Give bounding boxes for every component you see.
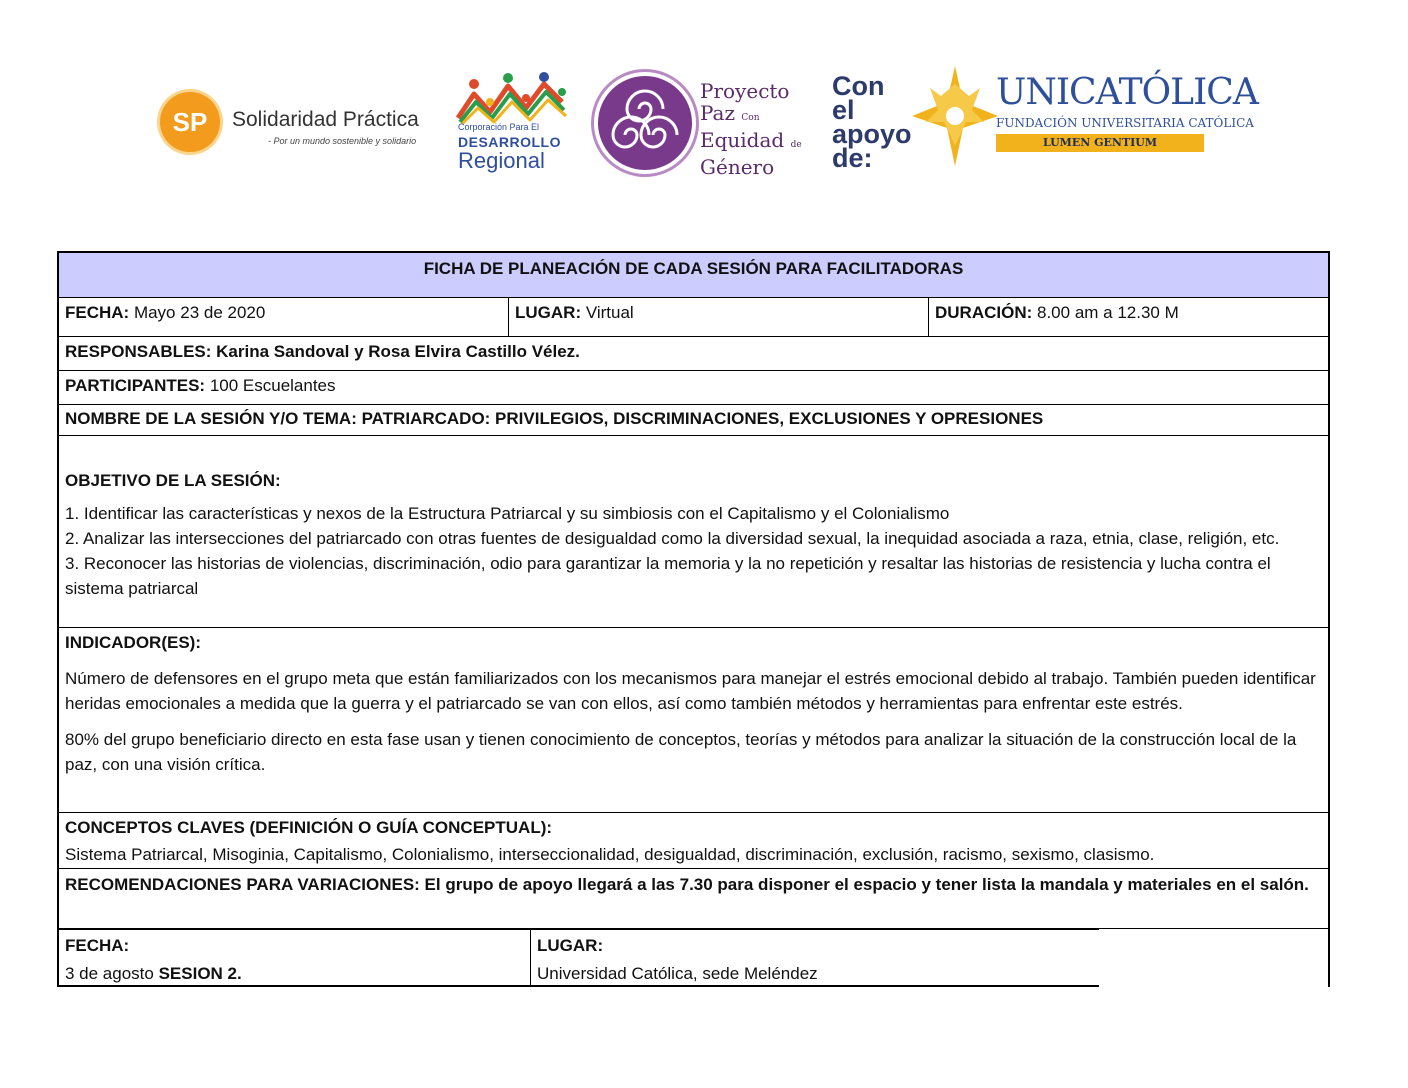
- ppe-de: de: [790, 140, 802, 150]
- cdr-desarrollo: DESARROLLO: [458, 134, 561, 150]
- right-border: [1328, 929, 1330, 987]
- ppe-con: Con: [741, 113, 760, 123]
- fecha2-value: 3 de agosto: [65, 964, 159, 983]
- uni-motto: LUMEN GENTIUM: [996, 134, 1204, 152]
- sp-sun-icon: SP: [160, 92, 220, 152]
- apoyo-line: apoyo: [832, 119, 912, 149]
- participantes-label: PARTICIPANTES:: [65, 376, 206, 395]
- indicador-row: [57, 628, 1330, 813]
- uni-name: UNICATÓLICA: [996, 72, 1258, 113]
- sheet-title: FICHA DE PLANEACIÓN DE CADA SESIÓN PARA FACILITADORAS: [57, 251, 1330, 298]
- conceptos-value: Sistema Patriarcal, Misoginia, Capitalismo, Colonialismo, interseccionalidad, desigualdad, discriminación, exclusión, racismo, sexismo, clasismo.: [65, 845, 1155, 864]
- ppe-proyecto: Proyecto: [700, 79, 790, 103]
- ppe-genero: Género: [700, 155, 775, 179]
- con-el-line: Con el: [832, 71, 885, 125]
- nombre-sesion-row: NOMBRE DE LA SESIÓN Y/O TEMA: PATRIARCADO: PRIVILEGIOS, DISCRIMINACIONES, EXCLUSIONES Y OPRESIONES: [57, 405, 1330, 436]
- uni-fundacion: FUNDACIÓN UNIVERSITARIA CATÓLICA: [996, 116, 1254, 130]
- fecha-value: Mayo 23 de 2020: [129, 303, 266, 322]
- header-logos: [0, 0, 1408, 200]
- lugar-cell: [508, 298, 928, 336]
- fecha-label: FECHA:: [65, 303, 130, 322]
- duracion-value: 8.00 am a 12.30 M: [1032, 303, 1179, 322]
- fecha2-label: FECHA:: [65, 936, 130, 955]
- conceptos-label: CONCEPTOS CLAVES (DEFINICIÓN O GUÍA CONCEPTUAL):: [65, 818, 553, 837]
- fecha-cell: [59, 298, 508, 336]
- planning-sheet: [57, 251, 1330, 987]
- sp-name: Solidaridad Práctica: [232, 108, 419, 131]
- indicador-paragraph: 80% del grupo beneficiario directo en esta fase usan y tienen conocimiento de conceptos, teorías y métodos para analizar la situación de la construcción local de la paz, con una visión crítica.: [65, 730, 1297, 774]
- objetivo-item: 2. Analizar las intersecciones del patriarcado con otras fuentes de desigualdad como la diversidad sexual, la inequidad asociada a raza, etnia, clase, religión, etc.: [65, 529, 1280, 548]
- indicador-label: INDICADOR(ES):: [65, 633, 201, 652]
- desarrollo-regional-logo: [450, 72, 572, 174]
- recomendaciones-row: RECOMENDACIONES PARA VARIACIONES: El grupo de apoyo llegará a las 7.30 para disponer el espacio y tener lista la mandala y materiales en el salón.: [57, 869, 1330, 929]
- next-session-box: [57, 929, 1099, 987]
- con-el-apoyo-de: [832, 71, 912, 173]
- solidaridad-practica-logo: [160, 88, 430, 158]
- paz-equidad-genero-logo: [596, 72, 821, 179]
- people-figures-icon: [450, 72, 572, 124]
- cdr-regional: Regional: [458, 148, 545, 173]
- sp-tagline: - Por un mundo sostenible y solidario: [268, 136, 417, 146]
- ppe-equidad: Equidad: [700, 128, 785, 152]
- objetivo-row: [57, 436, 1330, 628]
- fecha2-sesion: SESION 2.: [158, 964, 242, 983]
- fecha2-cell: [59, 930, 530, 985]
- objetivo-item: 3. Reconocer las historias de violencias, discriminación, odio para garantizar la memoria y la no repetición y resaltar las historias de resistencia y lucha contra el sistema patriarcal: [65, 554, 1271, 598]
- duracion-label: DURACIÓN:: [935, 303, 1033, 322]
- objetivo-item: 1. Identificar las características y nexos de la Estructura Patriarcal y su simbiosis con el Capitalismo y el Colonialismo: [65, 504, 950, 523]
- triskelion-icon: [598, 76, 692, 170]
- objetivo-label: OBJETIVO DE LA SESIÓN:: [65, 471, 281, 490]
- ppe-wordmark: [700, 80, 802, 178]
- duracion-cell: [928, 298, 1328, 336]
- responsables-row: RESPONSABLES: Karina Sandoval y Rosa Elvira Castillo Vélez.: [57, 337, 1330, 371]
- indicador-paragraph: Número de defensores en el grupo meta que están familiarizados con los mecanismos para manejar el estrés emocional debido al trabajo. También pueden identificar heridas emocionales a medida que la guerra y el patriarcado se van con ellos, así como también métodos y herramientas para enfrentar este estrés.: [65, 669, 1316, 713]
- lugar2-value: Universidad Católica, sede Meléndez: [537, 964, 818, 983]
- cdr-corporacion: Corporación Para El: [458, 122, 540, 132]
- participantes-row: [57, 371, 1330, 405]
- meta-row: [57, 298, 1330, 337]
- lugar-label: LUGAR:: [515, 303, 582, 322]
- unicatolica-logo: [996, 72, 1258, 162]
- lugar2-cell: [530, 930, 1099, 985]
- de-line: de:: [832, 143, 873, 173]
- next-session-row: [57, 929, 1330, 987]
- ppe-paz: Paz: [700, 101, 736, 125]
- lugar-value: Virtual: [581, 303, 634, 322]
- conceptos-row: [57, 813, 1330, 869]
- unicatolica-star-icon: [912, 66, 998, 166]
- participantes-value: 100 Escuelantes: [205, 376, 336, 395]
- lugar2-label: LUGAR:: [537, 936, 604, 955]
